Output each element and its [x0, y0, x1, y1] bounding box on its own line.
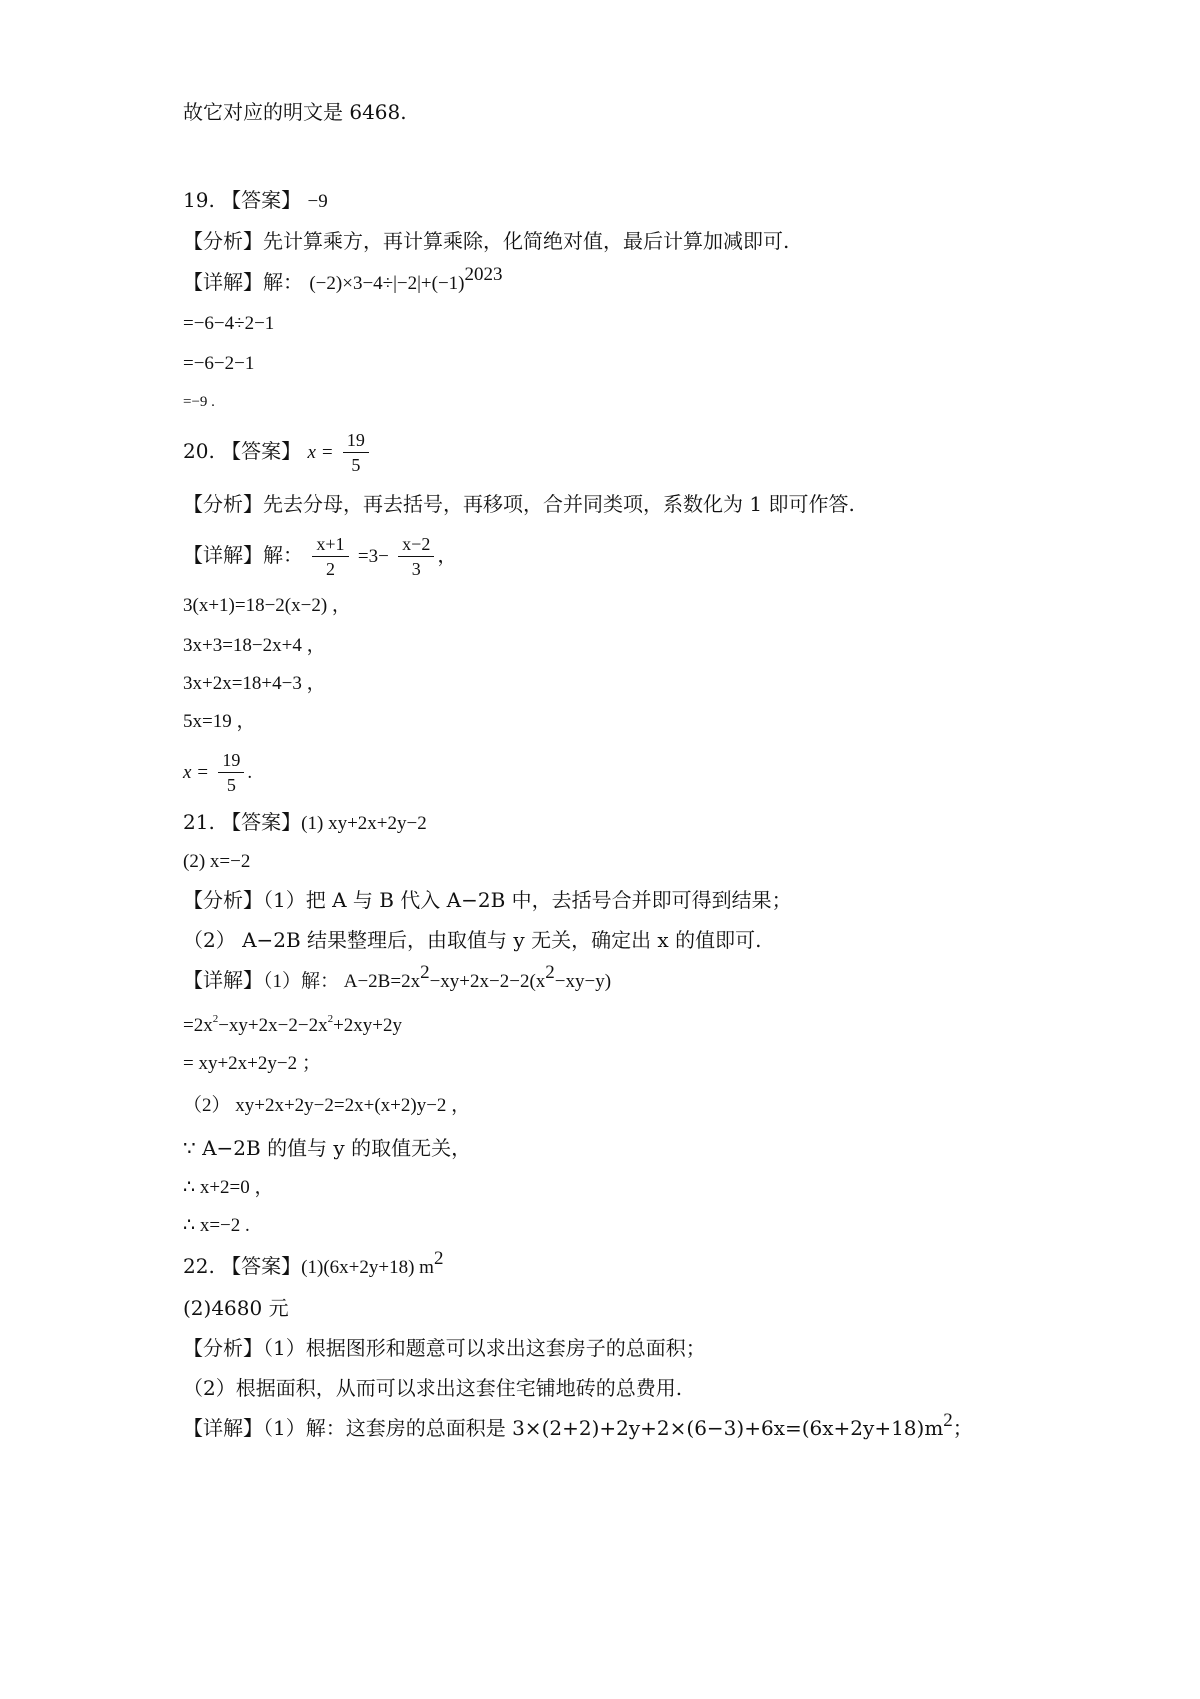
q21-step-1	[183, 1012, 402, 1040]
q21-step-1c: +2xy+2y	[333, 1015, 403, 1036]
q20-step-5-period: .	[247, 762, 253, 783]
q19-step-2: =−6−2−1	[183, 353, 255, 374]
q20-step-5-denominator: 5	[226, 775, 236, 795]
q21-part-2: （2） xy+2x+2y−2=2x+(x+2)y−2 ，	[183, 1095, 471, 1116]
q20-number: 20.	[183, 439, 215, 463]
q21-square-3: 2	[212, 1013, 219, 1025]
q20-answer-denominator: 5	[351, 455, 361, 475]
q19-detail-label: 【详解】	[183, 270, 263, 294]
q21-square-2: 2	[545, 962, 555, 983]
q20-analysis-label: 【分析】	[183, 492, 263, 516]
q22-answer-1: (1)(6x+2y+18) m	[301, 1257, 434, 1278]
q21-square-1: 2	[420, 962, 430, 983]
q21-detail	[183, 962, 612, 996]
q21-step-1a: =2x	[183, 1015, 213, 1036]
q22-detail	[183, 1410, 973, 1442]
q22-analysis-1: （1）根据图形和题意可以求出这套房子的总面积；	[263, 1336, 706, 1360]
q21-detail-label: 【详解】	[183, 968, 263, 992]
q21-step-1b: −xy+2x−2−2x	[218, 1015, 328, 1036]
q20-answer-label: 【答案】	[221, 439, 302, 463]
q19-detail	[183, 264, 503, 298]
q21-answer-2: (2) x=−2	[183, 851, 251, 872]
q19-answer-label: 【答案】	[221, 188, 302, 212]
q21-square-4: 2	[327, 1013, 334, 1025]
q22-square-1: 2	[433, 1248, 444, 1269]
q19-number: 19.	[183, 188, 215, 212]
q20-answer-prefix: x =	[307, 442, 334, 463]
q21-analysis-1: （1）把 A 与 B 代入 A−2B 中，去括号合并即可得到结果；	[263, 888, 792, 912]
q20-step-5-numerator: 19	[218, 748, 244, 773]
q20-detail-comma: ，	[437, 543, 458, 567]
carry-over-line: 故它对应的明文是 6468.	[183, 100, 407, 124]
q19-analysis	[183, 227, 789, 255]
q21-therefore-2: ∴ x=−2 .	[183, 1215, 250, 1236]
q21-because: ∵ A−2B 的值与 y 的取值无关，	[183, 1136, 472, 1160]
q22-answer-label: 【答案】	[221, 1254, 302, 1278]
q20-analysis-text: 先去分母，再去括号，再移项，合并同类项，系数化为 1 即可作答.	[263, 492, 855, 516]
q22-analysis	[183, 1334, 706, 1362]
q19-answer-line	[183, 186, 328, 216]
q20-equals-three: =3−	[357, 546, 389, 567]
q19-analysis-text: 先计算乘方，再计算乘除，化简绝对值，最后计算加减即可.	[263, 229, 790, 253]
q21-detail-1b: −xy+2x−2−2(x	[429, 971, 546, 992]
q21-detail-1c: −xy−y)	[554, 971, 612, 992]
q19-detail-intro: 解：	[263, 270, 303, 294]
q21-step-2: = xy+2x+2y−2 ；	[183, 1053, 321, 1074]
q19-answer: −9	[307, 191, 328, 212]
q21-answer-1: (1) xy+2x+2y−2	[301, 813, 427, 834]
q22-answer-line	[183, 1248, 444, 1282]
q20-step-3: 3x+2x=18+4−3 ，	[183, 673, 326, 694]
q20-step-4: 5x=19 ，	[183, 711, 256, 732]
q20-right-denominator: 3	[411, 559, 421, 579]
q22-number: 22.	[183, 1254, 215, 1278]
q20-step-5-fraction	[218, 748, 244, 797]
q20-answer-fraction	[343, 428, 369, 477]
q22-answer-2: (2)4680 元	[183, 1296, 289, 1320]
q20-detail	[183, 532, 457, 581]
q20-analysis	[183, 490, 855, 518]
q21-analysis-label: 【分析】	[183, 888, 263, 912]
q19-step-3: =−9 .	[183, 394, 215, 410]
q21-therefore-1: ∴ x+2=0 ，	[183, 1177, 274, 1198]
q20-left-denominator: 2	[325, 559, 335, 579]
q20-step-1: 3(x+1)=18−2(x−2) ，	[183, 595, 351, 616]
q19-step-1: =−6−4÷2−1	[183, 313, 275, 334]
q21-answer-line	[183, 808, 427, 838]
q20-step-5	[183, 748, 252, 797]
q19-expression: (−2)×3−4÷|−2|+(−1)	[309, 273, 465, 294]
q20-step-2: 3x+3=18−2x+4 ，	[183, 635, 326, 656]
q21-answer-label: 【答案】	[221, 810, 302, 834]
q20-left-numerator: x+1	[312, 532, 348, 557]
q20-fraction-left	[312, 532, 348, 581]
q20-answer-numerator: 19	[343, 428, 369, 453]
q22-detail-1: （1）解：这套房的总面积是 3×(2+2)+2y+2×(6−3)+6x=(6x+2y+18)m	[263, 1416, 944, 1440]
q22-square-2: 2	[943, 1410, 953, 1431]
q21-detail-1: （1）解： A−2B=2x	[263, 971, 421, 992]
q20-fraction-right	[398, 532, 434, 581]
q21-analysis	[183, 886, 792, 914]
q20-answer-line	[183, 428, 372, 477]
q20-detail-label: 【详解】	[183, 543, 263, 567]
q22-detail-tail: ；	[952, 1416, 973, 1440]
q20-detail-intro: 解：	[263, 543, 303, 567]
q22-analysis-label: 【分析】	[183, 1336, 263, 1360]
q21-number: 21.	[183, 810, 215, 834]
q22-analysis-2: （2）根据面积，从而可以求出这套住宅铺地砖的总费用.	[183, 1376, 683, 1400]
q20-right-numerator: x−2	[398, 532, 434, 557]
q21-analysis-2: （2） A−2B 结果整理后，由取值与 y 无关，确定出 x 的值即可.	[183, 928, 762, 952]
q22-detail-label: 【详解】	[183, 1416, 263, 1440]
q20-step-5-prefix: x =	[183, 762, 210, 783]
q19-exponent: 2023	[464, 264, 503, 285]
q19-analysis-label: 【分析】	[183, 229, 263, 253]
